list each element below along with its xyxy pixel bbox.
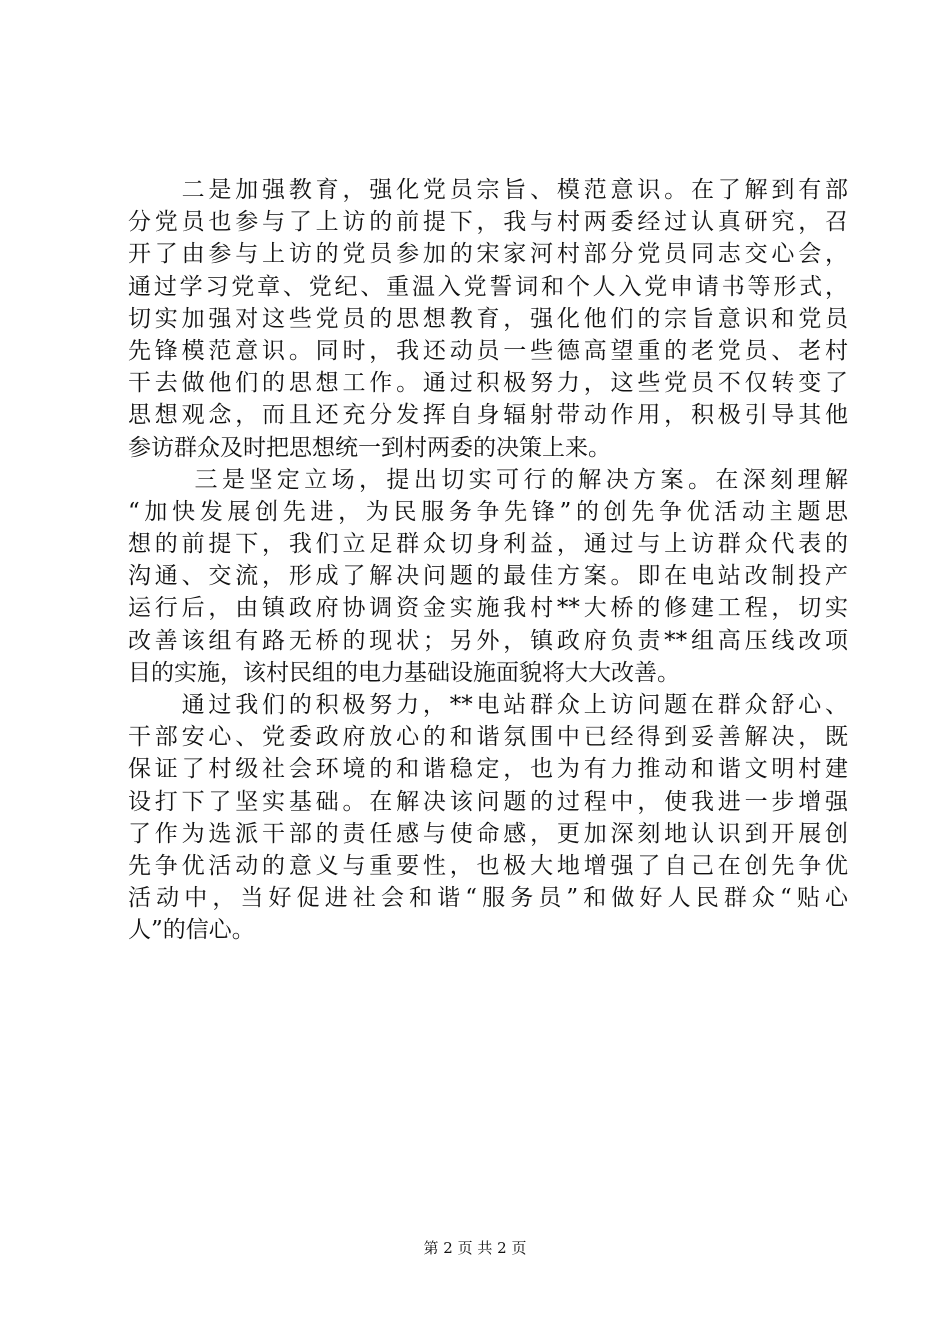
text-line: 想的前提下，我们立足群众切身利益，通过与上访群众代表的 <box>128 531 848 558</box>
text-line: 切实加强对这些党员的思想教育，强化他们的宗旨意识和党员 <box>128 305 848 332</box>
text-line: “加快发展创先进，为民服务争先锋”的创先争优活动主题思 <box>128 498 848 525</box>
text-line: 分党员也参与了上访的前提下，我与村两委经过认真研究，召 <box>128 209 848 236</box>
page-number-footer: 第 2 页 共 2 页 <box>423 1239 527 1257</box>
text-line: 干部安心、党委政府放心的和谐氛围中已经得到妥善解决，既 <box>128 724 848 751</box>
text-line: 人”的信心。 <box>128 917 255 944</box>
text-line: 改善该组有路无桥的现状；另外，镇政府负责**组高压线改项 <box>128 627 848 654</box>
text-line: 目的实施，该村民组的电力基础设施面貌将大大改善。 <box>128 659 680 686</box>
text-line: 开了由参与上访的党员参加的宋家河村部分党员同志交心会， <box>128 241 848 268</box>
text-line: 参访群众及时把思想统一到村两委的决策上来。 <box>128 434 611 461</box>
text-line: 思想观念，而且还充分发挥自身辐射带动作用，积极引导其他 <box>128 402 848 429</box>
text-line: 设打下了坚实基础。在解决该问题的过程中，使我进一步增强 <box>128 788 848 815</box>
text-line: 先争优活动的意义与重要性，也极大地增强了自己在创先争优 <box>128 852 848 879</box>
text-line: 三是坚定立场，提出切实可行的解决方案。在深刻理解 <box>128 466 848 493</box>
text-line: 了作为选派干部的责任感与使命感，更加深刻地认识到开展创 <box>128 820 848 847</box>
document-body <box>128 174 848 947</box>
text-line: 保证了村级社会环境的和谐稳定，也为有力推动和谐文明村建 <box>128 756 848 783</box>
text-line: 活动中，当好促进社会和谐“服务员”和做好人民群众“贴心 <box>128 885 848 912</box>
text-line: 沟通、交流，形成了解决问题的最佳方案。即在电站改制投产 <box>128 563 848 590</box>
text-line: 二是加强教育，强化党员宗旨、模范意识。在了解到有部 <box>128 177 848 203</box>
text-line: 先锋模范意识。同时，我还动员一些德高望重的老党员、老村 <box>128 337 848 364</box>
text-line: 通过我们的积极努力，**电站群众上访问题在群众舒心、 <box>128 692 848 718</box>
text-line: 干去做他们的思想工作。通过积极努力，这些党员不仅转变了 <box>128 370 848 397</box>
text-line: 通过学习党章、党纪、重温入党誓词和个人入党申请书等形式， <box>128 273 848 300</box>
text-line: 运行后，由镇政府协调资金实施我村**大桥的修建工程，切实 <box>128 595 848 622</box>
